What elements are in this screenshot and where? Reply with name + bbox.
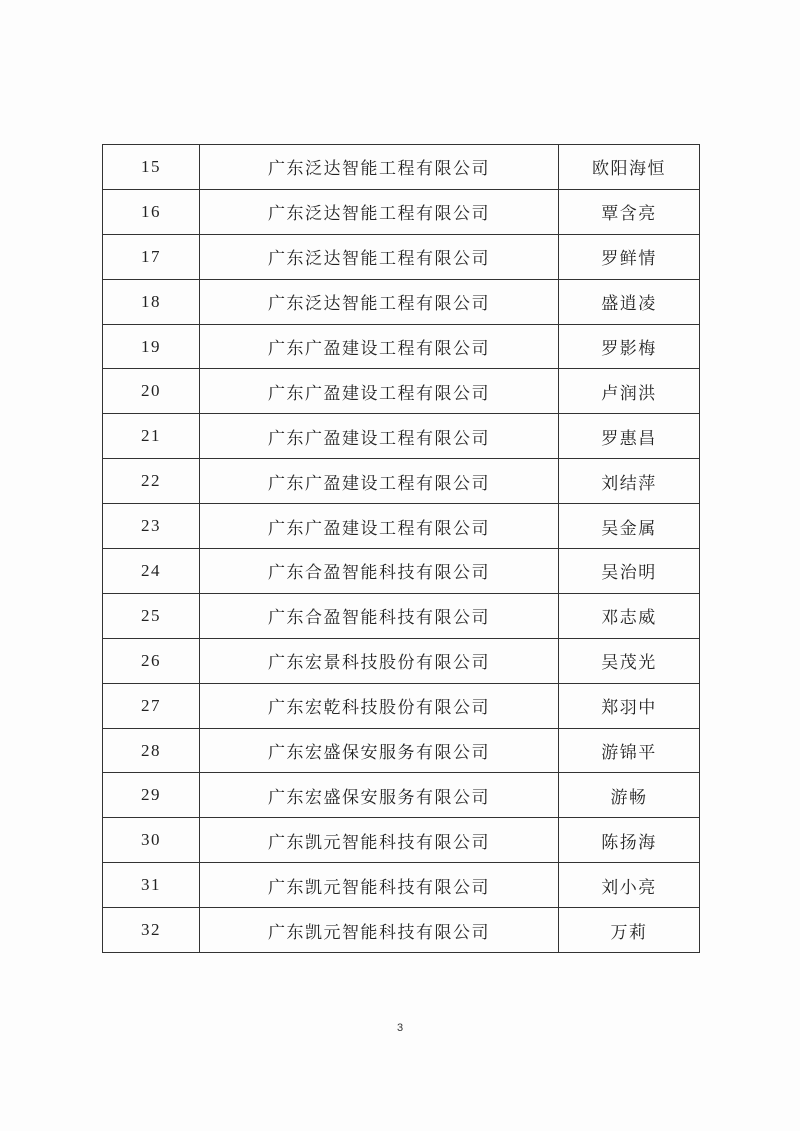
company-name: 广东广盈建设工程有限公司 <box>200 324 559 369</box>
roster-table-body <box>103 145 700 953</box>
person-name: 郑羽中 <box>559 683 700 728</box>
row-number: 29 <box>103 773 200 818</box>
row-number: 18 <box>103 279 200 324</box>
person-name: 盛逍凌 <box>559 279 700 324</box>
person-name: 邓志威 <box>559 593 700 638</box>
person-name: 吴治明 <box>559 549 700 594</box>
row-number: 21 <box>103 414 200 459</box>
company-name: 广东广盈建设工程有限公司 <box>200 414 559 459</box>
row-number: 32 <box>103 908 200 953</box>
person-name: 罗惠昌 <box>559 414 700 459</box>
company-name: 广东广盈建设工程有限公司 <box>200 459 559 504</box>
table-row <box>103 279 700 324</box>
roster-table <box>102 144 700 953</box>
table-row <box>103 504 700 549</box>
company-name: 广东广盈建设工程有限公司 <box>200 369 559 414</box>
page-number: 3 <box>396 1022 404 1034</box>
table-row <box>103 863 700 908</box>
row-number: 25 <box>103 593 200 638</box>
table-row <box>103 324 700 369</box>
table-row <box>103 459 700 504</box>
person-name: 吴茂光 <box>559 638 700 683</box>
person-name: 欧阳海恒 <box>559 145 700 190</box>
table-row <box>103 234 700 279</box>
company-name: 广东广盈建设工程有限公司 <box>200 504 559 549</box>
person-name: 游畅 <box>559 773 700 818</box>
company-name: 广东凯元智能科技有限公司 <box>200 908 559 953</box>
person-name: 万莉 <box>559 908 700 953</box>
row-number: 22 <box>103 459 200 504</box>
company-name: 广东合盈智能科技有限公司 <box>200 593 559 638</box>
table-row <box>103 638 700 683</box>
row-number: 17 <box>103 234 200 279</box>
table-row <box>103 773 700 818</box>
company-name: 广东凯元智能科技有限公司 <box>200 863 559 908</box>
table-row <box>103 728 700 773</box>
row-number: 28 <box>103 728 200 773</box>
table-row <box>103 369 700 414</box>
person-name: 罗影梅 <box>559 324 700 369</box>
person-name: 罗鲜情 <box>559 234 700 279</box>
row-number: 24 <box>103 549 200 594</box>
table-row <box>103 683 700 728</box>
table-row <box>103 908 700 953</box>
row-number: 23 <box>103 504 200 549</box>
company-name: 广东泛达智能工程有限公司 <box>200 145 559 190</box>
person-name: 游锦平 <box>559 728 700 773</box>
company-name: 广东泛达智能工程有限公司 <box>200 279 559 324</box>
company-name: 广东凯元智能科技有限公司 <box>200 818 559 863</box>
company-name: 广东宏景科技股份有限公司 <box>200 638 559 683</box>
person-name: 刘结萍 <box>559 459 700 504</box>
row-number: 27 <box>103 683 200 728</box>
table-row <box>103 549 700 594</box>
person-name: 吴金属 <box>559 504 700 549</box>
table-row <box>103 818 700 863</box>
person-name: 陈扬海 <box>559 818 700 863</box>
company-name: 广东宏盛保安服务有限公司 <box>200 773 559 818</box>
row-number: 26 <box>103 638 200 683</box>
table-row <box>103 593 700 638</box>
row-number: 19 <box>103 324 200 369</box>
row-number: 20 <box>103 369 200 414</box>
row-number: 15 <box>103 145 200 190</box>
table-row <box>103 145 700 190</box>
table-row <box>103 414 700 459</box>
person-name: 刘小亮 <box>559 863 700 908</box>
person-name: 覃含亮 <box>559 189 700 234</box>
person-name: 卢润洪 <box>559 369 700 414</box>
row-number: 30 <box>103 818 200 863</box>
company-name: 广东合盈智能科技有限公司 <box>200 549 559 594</box>
company-name: 广东泛达智能工程有限公司 <box>200 234 559 279</box>
row-number: 16 <box>103 189 200 234</box>
table-row <box>103 189 700 234</box>
row-number: 31 <box>103 863 200 908</box>
company-name: 广东泛达智能工程有限公司 <box>200 189 559 234</box>
company-name: 广东宏乾科技股份有限公司 <box>200 683 559 728</box>
company-name: 广东宏盛保安服务有限公司 <box>200 728 559 773</box>
